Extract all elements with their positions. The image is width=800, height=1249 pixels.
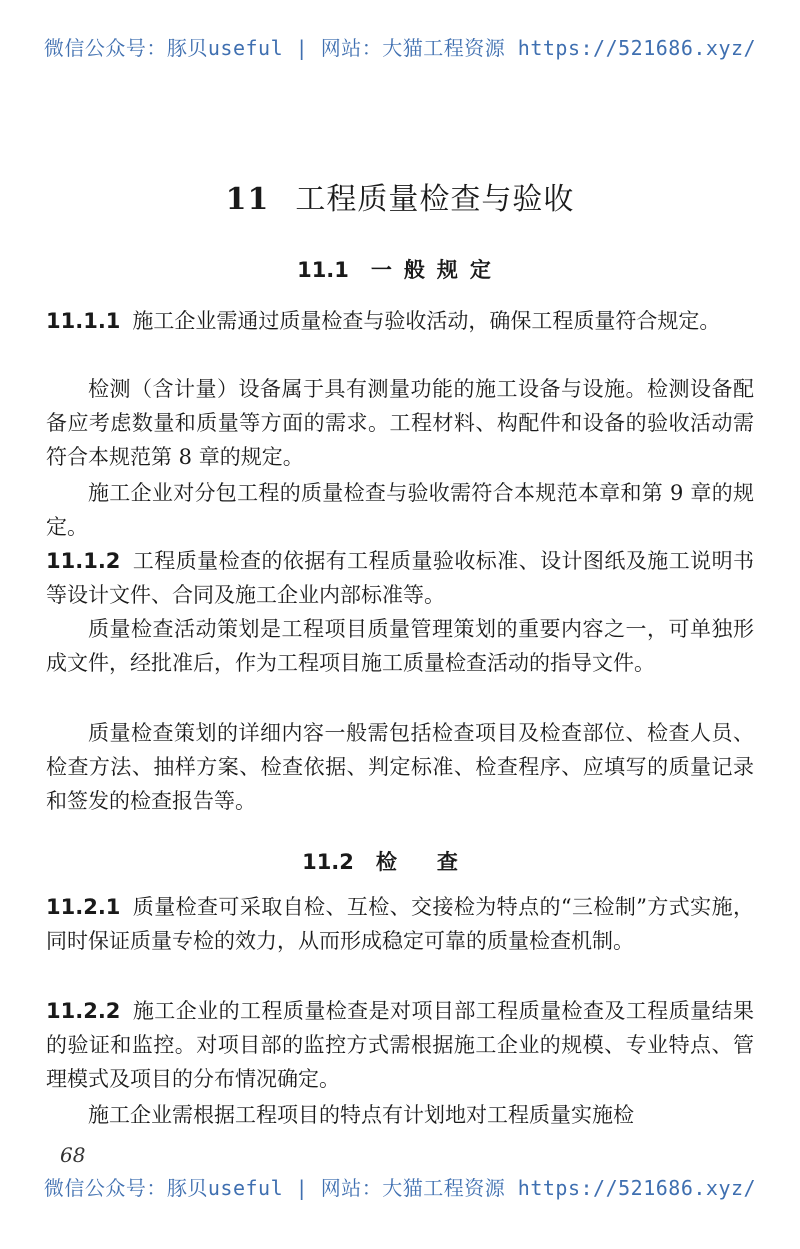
clause-paragraph — [46, 304, 754, 338]
page-number: 68 — [60, 1143, 86, 1167]
paragraph-text: 质量检查可采取自检、互检、交接检为特点的“三检制”方式实施，同时保证质量专检的效力，从而形成稳定可靠的质量检查机制。 — [46, 895, 754, 953]
chapter-title-text: 工程质量检查与验收 — [295, 182, 575, 217]
section-number: 11.2 — [302, 850, 354, 874]
section-heading-11-2 — [0, 846, 800, 876]
watermark-top: 微信公众号：豚贝useful | 网站：大猫工程资源 https://521686.xyz/ — [43, 36, 757, 60]
chapter-number: 11 — [225, 182, 270, 217]
paragraph — [46, 612, 754, 680]
clause-paragraph — [46, 994, 754, 1096]
section-number: 11.1 — [297, 258, 349, 282]
paragraph-text: 质量检查活动策划是工程项目质量管理策划的重要内容之一，可单独形成文件，经批准后，作为工程项目施工质量检查活动的指导文件。 — [46, 617, 754, 675]
paragraph-text: 质量检查策划的详细内容一般需包括检查项目及检查部位、检查人员、检查方法、抽样方案、检查依据、判定标准、检查程序、应填写的质量记录和签发的检查报告等。 — [46, 721, 754, 813]
clause-number: 11.1.2 — [46, 549, 121, 573]
chapter-title — [0, 174, 800, 218]
clause-paragraph — [46, 890, 754, 958]
section-heading-11-1 — [0, 254, 800, 284]
clause-paragraph — [46, 544, 754, 612]
section-title: 检查 — [375, 850, 498, 874]
section-title: 一般规定 — [370, 258, 503, 282]
paragraph — [46, 372, 754, 474]
clause-number: 11.1.1 — [46, 309, 121, 333]
paragraph — [46, 1098, 754, 1132]
paragraph-text: 工程质量检查的依据有工程质量验收标准、设计图纸及施工说明书等设计文件、合同及施工企业内部标准等。 — [46, 549, 754, 607]
paragraph-text: 施工企业需通过质量检查与验收活动，确保工程质量符合规定。 — [132, 309, 721, 333]
paragraph-text: 施工企业需根据工程项目的特点有计划地对工程质量实施检 — [88, 1103, 634, 1127]
clause-number: 11.2.2 — [46, 999, 121, 1023]
clause-number: 11.2.1 — [46, 895, 121, 919]
paragraph-text: 施工企业的工程质量检查是对项目部工程质量检查及工程质量结果的验证和监控。对项目部的监控方式需根据施工企业的规模、专业特点、管理模式及项目的分布情况确定。 — [46, 999, 754, 1091]
paragraph — [46, 476, 754, 544]
paragraph — [46, 716, 754, 818]
watermark-bottom: 微信公众号：豚贝useful | 网站：大猫工程资源 https://521686.xyz/ — [43, 1176, 757, 1200]
paragraph-text: 施工企业对分包工程的质量检查与验收需符合本规范本章和第 9 章的规定。 — [46, 481, 754, 539]
paragraph-text: 检测（含计量）设备属于具有测量功能的施工设备与设施。检测设备配备应考虑数量和质量等方面的需求。工程材料、构配件和设备的验收活动需符合本规范第 8 章的规定。 — [46, 377, 754, 469]
